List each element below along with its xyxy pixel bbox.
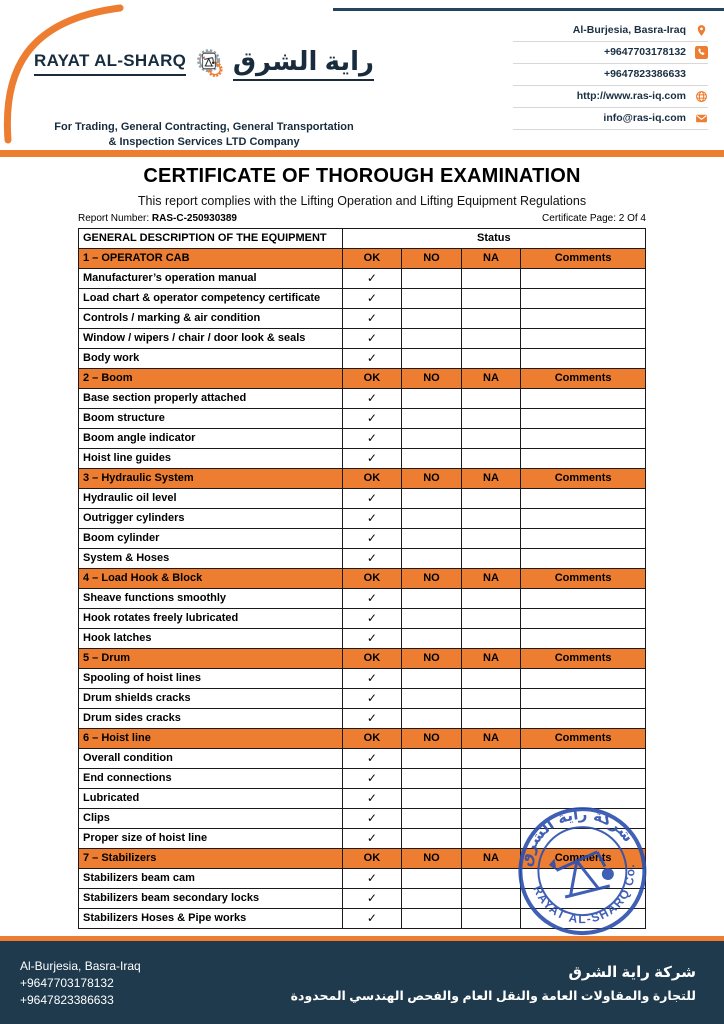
na-cell: [461, 709, 521, 729]
ok-checkmark-cell: ✓: [342, 409, 402, 429]
report-meta-row: [78, 213, 646, 224]
contact-row: [513, 42, 708, 64]
item-row: [79, 329, 646, 349]
comments-cell: [521, 409, 646, 429]
no-cell: [402, 629, 462, 649]
item-row: [79, 669, 646, 689]
ok-checkmark-cell: ✓: [342, 589, 402, 609]
item-row: [79, 629, 646, 649]
contact-row: [513, 64, 708, 86]
comments-cell: [521, 349, 646, 369]
column-header-comments: Comments: [521, 569, 646, 589]
item-row: [79, 709, 646, 729]
section-title: 4 – Load Hook & Block: [79, 569, 343, 589]
section-header-row: [79, 469, 646, 489]
comments-cell: [521, 529, 646, 549]
ok-checkmark-cell: ✓: [342, 769, 402, 789]
item-label: Stabilizers beam cam: [79, 869, 343, 889]
comments-cell: [521, 389, 646, 409]
column-header-no: NO: [402, 249, 462, 269]
no-cell: [402, 289, 462, 309]
item-row: [79, 549, 646, 569]
item-row: [79, 449, 646, 469]
item-row: [79, 609, 646, 629]
comments-cell: [521, 429, 646, 449]
section-title: 2 – Boom: [79, 369, 343, 389]
no-cell: [402, 749, 462, 769]
column-header-comments: Comments: [521, 849, 646, 869]
footer-address: Al-Burjesia, Basra-Iraq: [20, 958, 141, 973]
column-header-ok: OK: [342, 469, 402, 489]
ok-checkmark-cell: ✓: [342, 389, 402, 409]
company-name: RAYAT AL-SHARQ: [34, 51, 186, 76]
ok-checkmark-cell: ✓: [342, 709, 402, 729]
no-cell: [402, 589, 462, 609]
item-label: Hook latches: [79, 629, 343, 649]
item-row: [79, 749, 646, 769]
no-cell: [402, 549, 462, 569]
item-label: Stabilizers Hoses & Pipe works: [79, 909, 343, 929]
brand-block: [34, 14, 374, 151]
na-cell: [461, 449, 521, 469]
report-number: [78, 213, 237, 224]
item-label: Sheave functions smoothly: [79, 589, 343, 609]
comments-cell: [521, 669, 646, 689]
no-cell: [402, 689, 462, 709]
column-header-no: NO: [402, 729, 462, 749]
na-cell: [461, 489, 521, 509]
item-label: Drum shields cracks: [79, 689, 343, 709]
no-cell: [402, 389, 462, 409]
column-header-no: NO: [402, 649, 462, 669]
item-label: Spooling of hoist lines: [79, 669, 343, 689]
description-header-cell: GENERAL DESCRIPTION OF THE EQUIPMENT: [79, 229, 343, 249]
section-title: 7 – Stabilizers: [79, 849, 343, 869]
na-cell: [461, 389, 521, 409]
ok-checkmark-cell: ✓: [342, 429, 402, 449]
company-name-arabic: راية الشرق: [233, 46, 374, 81]
no-cell: [402, 429, 462, 449]
no-cell: [402, 449, 462, 469]
status-header-cell: Status: [342, 229, 645, 249]
section-header-row: [79, 649, 646, 669]
ok-checkmark-cell: ✓: [342, 789, 402, 809]
item-row: [79, 509, 646, 529]
item-label: Controls / marking & air condition: [79, 309, 343, 329]
column-header-na: NA: [461, 729, 521, 749]
svg-text:RAYAT AL-SHARQ Co.: [530, 860, 649, 938]
column-header-na: NA: [461, 569, 521, 589]
na-cell: [461, 429, 521, 449]
table-header-row: [79, 229, 646, 249]
item-row: [79, 589, 646, 609]
item-label: Proper size of hoist line: [79, 829, 343, 849]
comments-cell: [521, 309, 646, 329]
item-label: Manufacturer’s operation manual: [79, 269, 343, 289]
contact-row: [513, 86, 708, 108]
column-header-no: NO: [402, 849, 462, 869]
ok-checkmark-cell: ✓: [342, 629, 402, 649]
item-label: Body work: [79, 349, 343, 369]
column-header-comments: Comments: [521, 469, 646, 489]
na-cell: [461, 629, 521, 649]
item-label: Load chart & operator competency certificate: [79, 289, 343, 309]
contact-text: +9647823386633: [603, 68, 686, 80]
section-title: 1 – OPERATOR CAB: [79, 249, 343, 269]
na-cell: [461, 589, 521, 609]
item-row: [79, 349, 646, 369]
contact-text: Al-Burjesia, Basra-Iraq: [572, 24, 686, 36]
comments-cell: [521, 489, 646, 509]
report-number-value: RAS-C-250930389: [151, 213, 237, 224]
na-cell: [461, 609, 521, 629]
no-cell: [402, 409, 462, 429]
no-cell: [402, 889, 462, 909]
comments-cell: [521, 689, 646, 709]
item-label: Boom angle indicator: [79, 429, 343, 449]
envelope-icon: [694, 111, 708, 125]
ok-checkmark-cell: ✓: [342, 549, 402, 569]
ok-checkmark-cell: ✓: [342, 329, 402, 349]
ok-checkmark-cell: ✓: [342, 509, 402, 529]
footer-company-arabic: شركة راية الشرق: [568, 963, 696, 981]
comments-cell: [521, 609, 646, 629]
footer-arabic-block: [291, 963, 696, 1003]
ok-checkmark-cell: ✓: [342, 669, 402, 689]
ok-checkmark-cell: ✓: [342, 349, 402, 369]
ok-checkmark-cell: ✓: [342, 889, 402, 909]
na-cell: [461, 509, 521, 529]
item-row: [79, 269, 646, 289]
item-label: Drum sides cracks: [79, 709, 343, 729]
column-header-no: NO: [402, 369, 462, 389]
item-label: Lubricated: [79, 789, 343, 809]
na-cell: [461, 549, 521, 569]
comments-cell: [521, 629, 646, 649]
item-label: System & Hoses: [79, 549, 343, 569]
page-header: [34, 14, 708, 151]
page-footer: [0, 936, 724, 1024]
no-cell: [402, 709, 462, 729]
contact-text: info@ras-iq.com: [603, 112, 686, 124]
column-header-ok: OK: [342, 569, 402, 589]
ok-checkmark-cell: ✓: [342, 269, 402, 289]
item-label: Clips: [79, 809, 343, 829]
no-cell: [402, 609, 462, 629]
column-header-comments: Comments: [521, 249, 646, 269]
na-cell: [461, 309, 521, 329]
contact-text: +9647703178132: [603, 46, 686, 58]
section-title: 3 – Hydraulic System: [79, 469, 343, 489]
column-header-ok: OK: [342, 369, 402, 389]
item-row: [79, 769, 646, 789]
footer-phone-2: +9647823386633: [20, 992, 114, 1007]
column-header-na: NA: [461, 369, 521, 389]
no-cell: [402, 509, 462, 529]
contact-icon-placeholder: [694, 67, 708, 81]
page-title: CERTIFICATE OF THOROUGH EXAMINATION: [143, 165, 581, 187]
no-cell: [402, 909, 462, 929]
no-cell: [402, 789, 462, 809]
column-header-ok: OK: [342, 729, 402, 749]
column-header-na: NA: [461, 849, 521, 869]
column-header-no: NO: [402, 569, 462, 589]
comments-cell: [521, 749, 646, 769]
report-number-label: Report Number:: [78, 213, 152, 224]
page-subtitle: This report complies with the Lifting Operation and Lifting Equipment Regulations: [137, 194, 587, 208]
item-row: [79, 409, 646, 429]
no-cell: [402, 489, 462, 509]
na-cell: [461, 269, 521, 289]
item-label: Stabilizers beam secondary locks: [79, 889, 343, 909]
na-cell: [461, 329, 521, 349]
footer-description-arabic: للتجارة والمقاولات العامة والنقل العام والفحص الهندسي المحدودة: [290, 988, 696, 1003]
contact-list: [513, 20, 708, 151]
ok-checkmark-cell: ✓: [342, 909, 402, 929]
item-label: Hoist line guides: [79, 449, 343, 469]
top-navy-line: [333, 8, 724, 11]
section-title: 5 – Drum: [79, 649, 343, 669]
contact-text: http://www.ras-iq.com: [576, 90, 686, 102]
ok-checkmark-cell: ✓: [342, 609, 402, 629]
no-cell: [402, 269, 462, 289]
na-cell: [461, 749, 521, 769]
no-cell: [402, 529, 462, 549]
comments-cell: [521, 549, 646, 569]
na-cell: [461, 409, 521, 429]
item-row: [79, 389, 646, 409]
column-header-na: NA: [461, 469, 521, 489]
ok-checkmark-cell: ✓: [342, 289, 402, 309]
no-cell: [402, 829, 462, 849]
stamp-arabic-text: شركة راية الشرق: [516, 805, 638, 868]
ok-checkmark-cell: ✓: [342, 309, 402, 329]
item-row: [79, 289, 646, 309]
tagline-line-1: For Trading, General Contracting, General Transportation: [54, 121, 354, 133]
no-cell: [402, 329, 462, 349]
item-row: [79, 689, 646, 709]
item-label: Hydraulic oil level: [79, 489, 343, 509]
na-cell: [461, 689, 521, 709]
column-header-na: NA: [461, 249, 521, 269]
na-cell: [461, 529, 521, 549]
phone-icon: [694, 45, 708, 59]
comments-cell: [521, 709, 646, 729]
item-label: Boom cylinder: [79, 529, 343, 549]
certificate-page-number: Certificate Page: 2 Of 4: [542, 213, 646, 224]
column-header-no: NO: [402, 469, 462, 489]
section-header-row: [79, 569, 646, 589]
column-header-comments: Comments: [521, 369, 646, 389]
section-title: 6 – Hoist line: [79, 729, 343, 749]
no-cell: [402, 309, 462, 329]
na-cell: [461, 909, 521, 929]
item-label: Boom structure: [79, 409, 343, 429]
item-label: Base section properly attached: [79, 389, 343, 409]
no-cell: [402, 869, 462, 889]
company-tagline: [34, 120, 374, 151]
no-cell: [402, 669, 462, 689]
section-header-row: [79, 249, 646, 269]
section-header-row: [79, 369, 646, 389]
comments-cell: [521, 289, 646, 309]
contact-row: [513, 20, 708, 42]
contact-row: [513, 108, 708, 130]
item-label: End connections: [79, 769, 343, 789]
column-header-ok: OK: [342, 849, 402, 869]
na-cell: [461, 789, 521, 809]
ok-checkmark-cell: ✓: [342, 529, 402, 549]
comments-cell: [521, 509, 646, 529]
column-header-comments: Comments: [521, 649, 646, 669]
comments-cell: [521, 449, 646, 469]
na-cell: [461, 289, 521, 309]
na-cell: [461, 769, 521, 789]
ok-checkmark-cell: ✓: [342, 829, 402, 849]
ok-checkmark-cell: ✓: [342, 749, 402, 769]
ok-checkmark-cell: ✓: [342, 449, 402, 469]
ok-checkmark-cell: ✓: [342, 869, 402, 889]
item-label: Overall condition: [79, 749, 343, 769]
item-label: Hook rotates freely lubricated: [79, 609, 343, 629]
footer-phone-1: +9647703178132: [20, 975, 114, 990]
item-row: [79, 529, 646, 549]
header-divider-bar: [0, 150, 724, 157]
comments-cell: [521, 589, 646, 609]
na-cell: [461, 349, 521, 369]
column-header-ok: OK: [342, 649, 402, 669]
no-cell: [402, 769, 462, 789]
item-row: [79, 489, 646, 509]
column-header-ok: OK: [342, 249, 402, 269]
ok-checkmark-cell: ✓: [342, 809, 402, 829]
ok-checkmark-cell: ✓: [342, 689, 402, 709]
no-cell: [402, 349, 462, 369]
no-cell: [402, 809, 462, 829]
footer-contact-block: [20, 956, 141, 1010]
location-pin-icon: [694, 23, 708, 37]
tagline-line-2: & Inspection Services LTD Company: [108, 136, 300, 149]
company-logo-emblem: [194, 14, 225, 112]
stamp-pumpjack-icon: [555, 851, 610, 898]
na-cell: [461, 669, 521, 689]
column-header-comments: Comments: [521, 729, 646, 749]
item-label: Window / wipers / chair / door look & seals: [79, 329, 343, 349]
item-row: [79, 309, 646, 329]
item-row: [79, 429, 646, 449]
section-header-row: [79, 729, 646, 749]
stamp-english-text: RAYAT AL-SHARQ Co.: [530, 862, 638, 927]
ok-checkmark-cell: ✓: [342, 489, 402, 509]
globe-icon: [694, 89, 708, 103]
column-header-na: NA: [461, 649, 521, 669]
comments-cell: [521, 269, 646, 289]
comments-cell: [521, 329, 646, 349]
item-label: Outrigger cylinders: [79, 509, 343, 529]
